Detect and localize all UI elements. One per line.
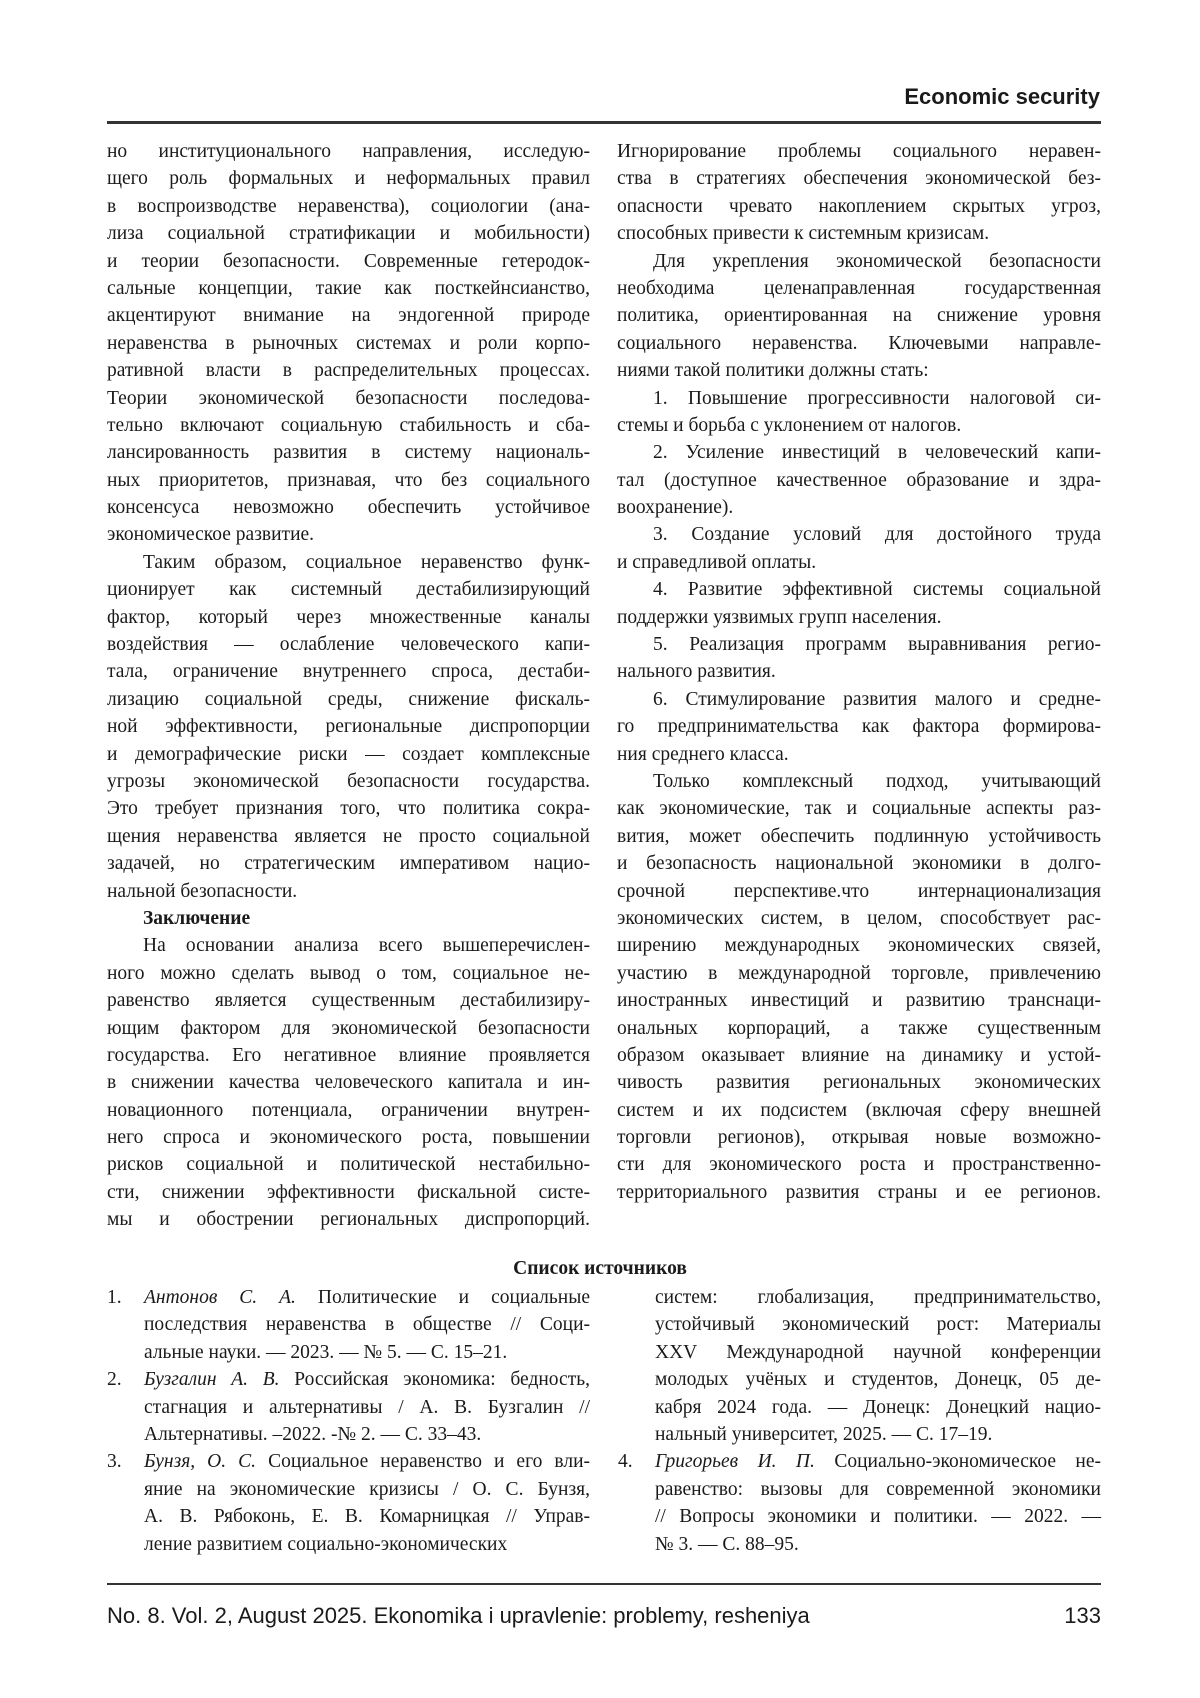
text-line xyxy=(655,1284,1101,1311)
text-line: поддержки уязвимых групп населения. xyxy=(617,604,1101,631)
text-line xyxy=(655,1421,1101,1448)
text-line: участию в международной торговле, привлечению xyxy=(617,960,1101,987)
text-line: 2. Усиление инвестиций в человеческий капи- xyxy=(617,439,1101,466)
text-line: Это требует признания того, что политика сокра- xyxy=(107,795,590,822)
text-line: воздействия — ослабление человеческого капи- xyxy=(107,631,590,658)
text-line: чивость развития региональных экономических xyxy=(617,1069,1101,1096)
reference-text: XXV Международной научной конференции xyxy=(655,1342,1101,1363)
text-line: сальные концепции, такие как посткейнсианство, xyxy=(107,275,590,302)
text-line: сти для экономического роста и пространственно- xyxy=(617,1151,1101,1178)
text-line: нальной безопасности. xyxy=(107,878,590,905)
reference-text: устойчивый экономический рост: Материалы xyxy=(655,1314,1101,1335)
text-line: социального неравенства. Ключевыми направле- xyxy=(617,330,1101,357)
text-line: 1. Повышение прогрессивности налоговой си- xyxy=(617,385,1101,412)
reference-author: Антонов С. А. xyxy=(144,1287,296,1308)
text-line: экономическое развитие. xyxy=(107,521,590,548)
paragraph xyxy=(617,521,1101,576)
text-line: щего роль формальных и неформальных правил xyxy=(107,165,590,192)
text-line: ния среднего класса. xyxy=(617,741,1101,768)
reference-text: систем: глобализация, предпринимательство, xyxy=(655,1287,1101,1308)
text-line xyxy=(655,1448,1101,1475)
reference-text: стагнация и альтернативы / А. В. Бузгалин // xyxy=(144,1397,590,1418)
text-line: нального развития. xyxy=(617,658,1101,685)
text-line: Таким образом, социальное неравенство функ- xyxy=(107,549,590,576)
text-line: лиза социальной стратификации и мобильности) xyxy=(107,220,590,247)
text-line: вития, может обеспечить подлинную устойчивость xyxy=(617,823,1101,850)
footer-rule xyxy=(107,1583,1101,1585)
paragraph xyxy=(617,138,1101,248)
text-line xyxy=(144,1421,590,1448)
text-line: тал (доступное качественное образование и здра- xyxy=(617,467,1101,494)
text-line: в снижении качества человеческого капитала и ин- xyxy=(107,1069,590,1096)
text-line: образом оказывает влияние на динамику и устой- xyxy=(617,1042,1101,1069)
text-line: необходима целенаправленная государственная xyxy=(617,275,1101,302)
header-rule xyxy=(107,121,1101,124)
text-line xyxy=(655,1366,1101,1393)
reference-item xyxy=(655,1284,1101,1448)
text-line: ных приоритетов, признавая, что без социального xyxy=(107,467,590,494)
text-line: задачей, но стратегическим императивом нацио- xyxy=(107,850,590,877)
reference-text: А. В. Рябоконь, Е. В. Комарницкая // Управ- xyxy=(144,1506,590,1527)
reference-text: Российская экономика: бедность, xyxy=(294,1369,590,1390)
text-line: лансированность развития в систему националь- xyxy=(107,439,590,466)
text-line xyxy=(144,1476,590,1503)
text-line: ональных корпораций, а также существенным xyxy=(617,1015,1101,1042)
text-line: 3. Создание условий для достойного труда xyxy=(617,521,1101,548)
reference-text: яние на экономические кризисы / О. С. Бунзя, xyxy=(144,1479,590,1500)
text-line xyxy=(655,1394,1101,1421)
text-line: политика, ориентированная на снижение уровня xyxy=(617,302,1101,329)
text-line: сти, снижении эффективности фискальной систе- xyxy=(107,1179,590,1206)
text-line: торговли регионов), открывая новые возможно- xyxy=(617,1124,1101,1151)
text-line: способных привести к системным кризисам. xyxy=(617,220,1101,247)
text-line xyxy=(655,1503,1101,1530)
reference-text: ление развитием социально-экономических xyxy=(144,1534,507,1555)
text-line: Для укрепления экономической безопасности xyxy=(617,248,1101,275)
text-line: угрозы экономической безопасности государства. xyxy=(107,768,590,795)
text-line xyxy=(144,1366,590,1393)
text-line xyxy=(655,1476,1101,1503)
text-line: 6. Стимулирование развития малого и средне- xyxy=(617,686,1101,713)
text-line: фактор, который через множественные каналы xyxy=(107,604,590,631)
text-line: и безопасность национальной экономики в долго- xyxy=(617,850,1101,877)
text-line xyxy=(144,1311,590,1338)
text-line: равенство является существенным дестабилизиру- xyxy=(107,987,590,1014)
reference-number: 2. xyxy=(107,1366,122,1394)
text-line: государства. Его негативное влияние проявляется xyxy=(107,1042,590,1069)
text-line: акцентируют внимание на эндогенной природе xyxy=(107,302,590,329)
reference-text: молодых учёных и студентов, Донецк, 05 де- xyxy=(655,1369,1101,1390)
text-line: го предпринимательства как фактора формирова- xyxy=(617,713,1101,740)
left-column xyxy=(107,138,590,1234)
reference-item xyxy=(144,1366,590,1448)
text-line: ративной власти в распределительных процессах. xyxy=(107,357,590,384)
reference-author: Григорьев И. П. xyxy=(655,1451,815,1472)
reference-author: Бузгалин А. В. xyxy=(144,1369,280,1390)
reference-number: 1. xyxy=(107,1284,122,1312)
text-line: новационного потенциала, ограничении внутрен- xyxy=(107,1097,590,1124)
paragraph xyxy=(617,576,1101,631)
reference-item xyxy=(655,1448,1101,1558)
reference-text: последствия неравенства в обществе // Соци- xyxy=(144,1314,590,1335)
reference-number: 4. xyxy=(618,1448,633,1476)
paragraph xyxy=(617,248,1101,385)
text-line: и теории безопасности. Современные гетеродок- xyxy=(107,248,590,275)
text-line: в воспроизводстве неравенства), социологии (ана- xyxy=(107,193,590,220)
text-line: и справедливой оплаты. xyxy=(617,549,1101,576)
reference-item xyxy=(144,1448,590,1558)
text-line: Игнорирование проблемы социального неравен- xyxy=(617,138,1101,165)
reference-number: 3. xyxy=(107,1448,122,1476)
text-line: тельно включают социальную стабильность и сба- xyxy=(107,412,590,439)
text-line: и демографические риски — создает комплексные xyxy=(107,741,590,768)
text-line: воохранение). xyxy=(617,494,1101,521)
text-line xyxy=(655,1339,1101,1366)
right-column xyxy=(617,138,1101,1206)
reference-text: кабря 2024 года. — Донецк: Донецкий нацио- xyxy=(655,1397,1101,1418)
reference-text: № 3. — С. 88–95. xyxy=(655,1534,799,1555)
text-line: ющим фактором для экономической безопасности xyxy=(107,1015,590,1042)
reference-text: нальный университет, 2025. — С. 17–19. xyxy=(655,1424,992,1445)
text-line xyxy=(144,1531,590,1558)
text-line: рисков социальной и политической нестабильно- xyxy=(107,1151,590,1178)
section-heading: Заключение xyxy=(107,905,590,932)
reference-text: Социальное неравенство и его вли- xyxy=(268,1451,590,1472)
reference-item xyxy=(144,1284,590,1366)
paragraph xyxy=(107,138,590,549)
references-right xyxy=(655,1284,1101,1558)
reference-text: альные науки. — 2023. — № 5. — С. 15–21. xyxy=(144,1342,507,1363)
text-line: На основании анализа всего вышеперечислен- xyxy=(107,932,590,959)
text-line: ционирует как системный дестабилизирующий xyxy=(107,576,590,603)
paragraph xyxy=(107,549,590,905)
text-line: ства в стратегиях обеспечения экономической без- xyxy=(617,165,1101,192)
text-line: тала, ограничение внутреннего спроса, дестаби- xyxy=(107,658,590,685)
text-line: иностранных инвестиций и развитию транснаци- xyxy=(617,987,1101,1014)
text-line: лизацию социальной среды, снижение фискаль- xyxy=(107,686,590,713)
text-line: систем и их подсистем (включая сферу внешней xyxy=(617,1097,1101,1124)
reference-text: // Вопросы экономики и политики. — 2022. — xyxy=(655,1506,1101,1527)
text-line: ниями такой политики должны стать: xyxy=(617,357,1101,384)
reference-text: Политические и социальные xyxy=(318,1287,590,1308)
text-line: как экономические, так и социальные аспекты раз- xyxy=(617,795,1101,822)
reference-text: равенство: вызовы для современной экономики xyxy=(655,1479,1101,1500)
reference-text: Социально-экономическое не- xyxy=(834,1451,1101,1472)
paragraph xyxy=(617,768,1101,1206)
running-header: Economic security xyxy=(904,84,1100,110)
paragraph xyxy=(617,439,1101,521)
text-line: Теории экономической безопасности последова- xyxy=(107,385,590,412)
text-line xyxy=(655,1531,1101,1558)
reference-text: Альтернативы. –2022. -№ 2. — С. 33–43. xyxy=(144,1424,481,1445)
text-line xyxy=(144,1448,590,1475)
paragraph xyxy=(617,686,1101,768)
text-line: щения неравенства является не просто социальной xyxy=(107,823,590,850)
paragraph xyxy=(617,631,1101,686)
text-line: опасности чревато накоплением скрытых угроз, xyxy=(617,193,1101,220)
text-line: неравенства в рыночных системах и роли корпо- xyxy=(107,330,590,357)
text-line: Только комплексный подход, учитывающий xyxy=(617,768,1101,795)
references-left xyxy=(144,1284,590,1558)
text-line: него спроса и экономического роста, повышении xyxy=(107,1124,590,1151)
text-line: срочной перспективе.что интернационализация xyxy=(617,878,1101,905)
page-number: 133 xyxy=(1064,1603,1101,1629)
paragraph xyxy=(617,385,1101,440)
text-line: но институционального направления, исследую- xyxy=(107,138,590,165)
text-line: консенсуса невозможно обеспечить устойчивое xyxy=(107,494,590,521)
reference-author: Бунзя, О. С. xyxy=(144,1451,256,1472)
text-line: ширению международных экономических связей, xyxy=(617,932,1101,959)
text-line: 5. Реализация программ выравнивания регио- xyxy=(617,631,1101,658)
footer-journal: No. 8. Vol. 2, August 2025. Ekonomika i upravlenie: problemy, resheniya xyxy=(107,1603,810,1629)
text-line xyxy=(144,1394,590,1421)
text-line: ной эффективности, региональные диспропорции xyxy=(107,713,590,740)
text-line xyxy=(144,1503,590,1530)
text-line: 4. Развитие эффективной системы социальной xyxy=(617,576,1101,603)
text-line: территориального развития страны и ее регионов. xyxy=(617,1179,1101,1206)
text-line xyxy=(144,1284,590,1311)
paragraph xyxy=(107,932,590,1233)
references-title: Список источников xyxy=(0,1258,1200,1280)
text-line xyxy=(144,1339,590,1366)
text-line: ного можно сделать вывод о том, социальное не- xyxy=(107,960,590,987)
text-line: мы и обострении региональных диспропорций. xyxy=(107,1206,590,1233)
text-line: стемы и борьба с уклонением от налогов. xyxy=(617,412,1101,439)
text-line: экономических систем, в целом, способствует рас- xyxy=(617,905,1101,932)
text-line xyxy=(655,1311,1101,1338)
